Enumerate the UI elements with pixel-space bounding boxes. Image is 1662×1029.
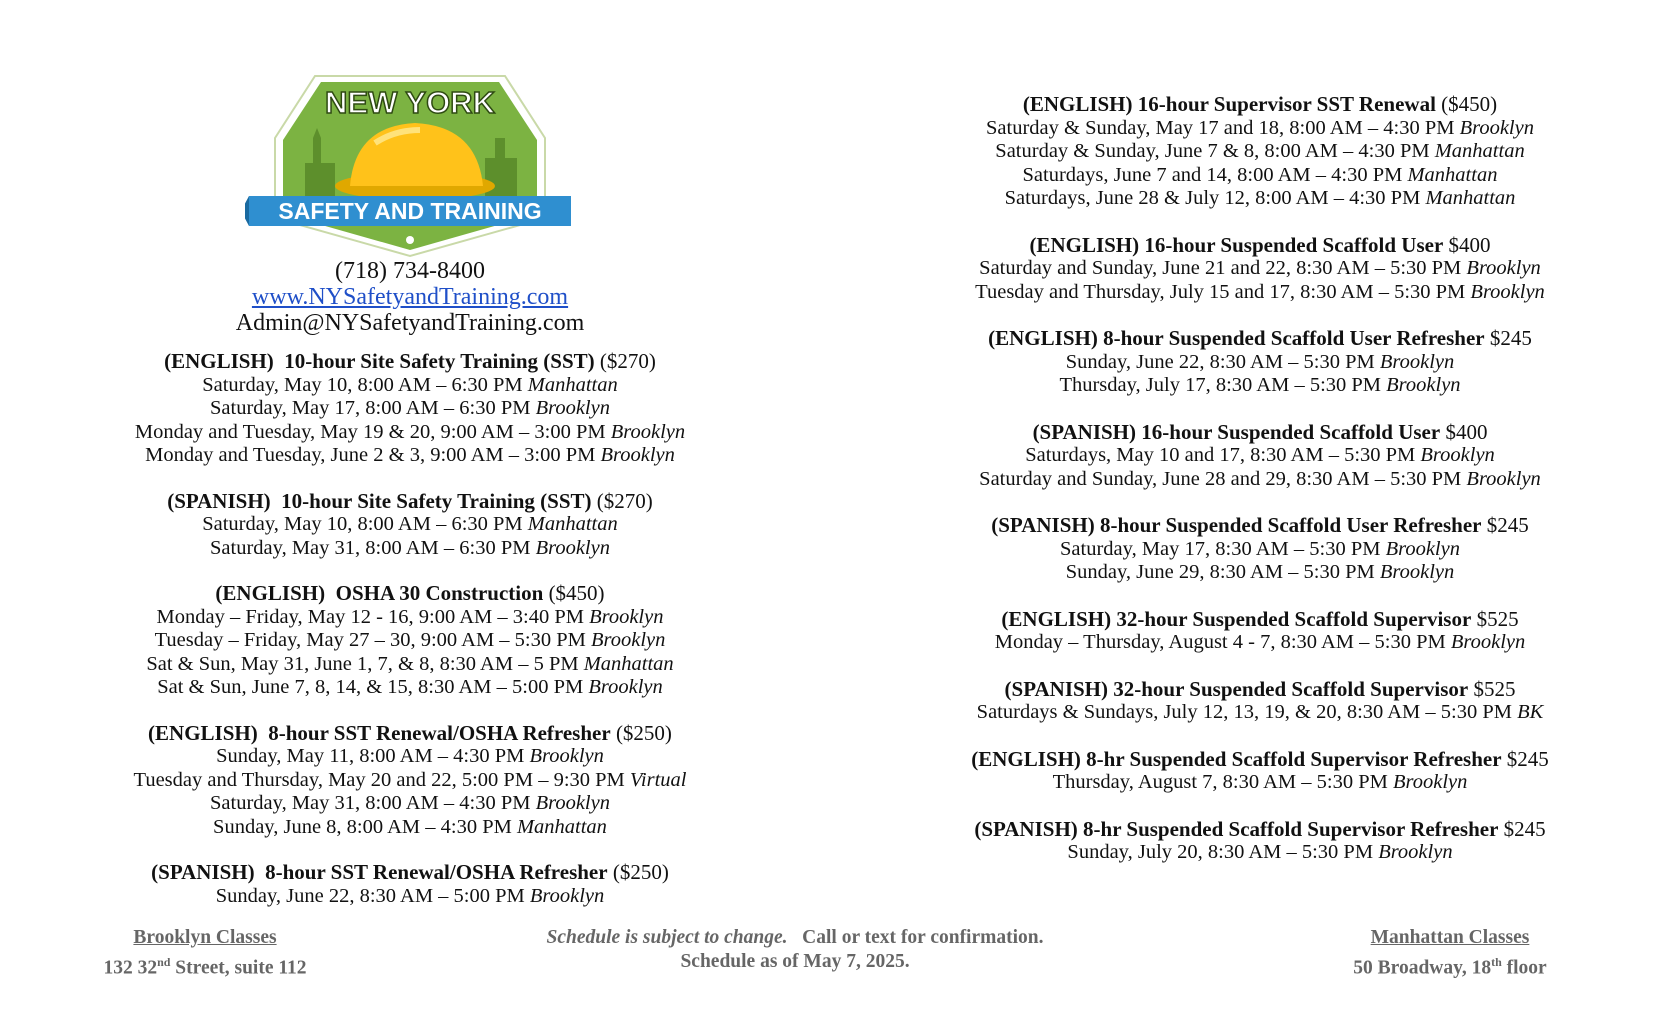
course-language: (SPANISH) bbox=[1032, 419, 1137, 444]
session-row bbox=[880, 468, 1640, 492]
session-time: Saturday, May 17, 8:00 AM – 6:30 PM bbox=[210, 397, 531, 419]
website-link[interactable]: www.NYSafetyandTraining.com bbox=[251, 284, 569, 310]
course-title: 32-hour Suspended Scaffold Supervisor bbox=[1113, 676, 1469, 701]
course-heading bbox=[880, 234, 1640, 258]
course-title: 8-hour SST Renewal/OSHA Refresher bbox=[268, 720, 611, 745]
session-location: Brooklyn bbox=[535, 792, 610, 814]
session-time: Saturday, May 10, 8:00 AM – 6:30 PM bbox=[202, 513, 523, 535]
course-price: $525 bbox=[1473, 676, 1516, 701]
course-language: (SPANISH) bbox=[151, 860, 255, 884]
notice-change: Schedule is subject to change. bbox=[546, 927, 788, 948]
course-language: (ENGLISH) bbox=[1001, 606, 1112, 631]
session-time: Saturday & Sunday, June 7 & 8, 8:00 AM – 4:30 PM bbox=[995, 140, 1430, 162]
course-language: (SPANISH) bbox=[974, 816, 1078, 841]
course-heading bbox=[880, 608, 1640, 632]
course-language: (ENGLISH) bbox=[148, 720, 258, 745]
course-title: 10-hour Site Safety Training (SST) bbox=[284, 349, 595, 373]
course-language: (ENGLISH) bbox=[1022, 92, 1133, 116]
session-row bbox=[40, 421, 780, 445]
session-row bbox=[40, 606, 780, 630]
session-row bbox=[880, 117, 1640, 141]
session-time: Sunday, July 20, 8:30 AM – 5:30 PM bbox=[1067, 841, 1374, 863]
session-time: Saturday, May 31, 8:00 AM – 6:30 PM bbox=[210, 536, 531, 559]
course-price: ($270) bbox=[599, 349, 656, 373]
course-section bbox=[880, 93, 1640, 211]
right-column bbox=[880, 93, 1640, 888]
schedule-notice bbox=[450, 926, 1140, 974]
course-language: (ENGLISH) bbox=[1029, 232, 1140, 257]
session-location: Brooklyn bbox=[589, 605, 664, 628]
course-heading bbox=[40, 490, 780, 514]
session-location: Manhattan bbox=[527, 373, 618, 396]
manhattan-address: 50 Broadway, 18th floor bbox=[1353, 955, 1547, 979]
session-time: Saturdays, June 7 and 14, 8:00 AM – 4:30 PM bbox=[1022, 163, 1403, 186]
session-row bbox=[40, 792, 780, 816]
course-section bbox=[880, 608, 1640, 655]
session-row bbox=[880, 561, 1640, 585]
session-row bbox=[40, 629, 780, 653]
session-location: Manhattan bbox=[583, 652, 674, 675]
session-row bbox=[880, 281, 1640, 305]
course-title: 8-hr Suspended Scaffold Supervisor Refresher bbox=[1086, 746, 1502, 771]
session-row bbox=[880, 444, 1640, 468]
course-price: $525 bbox=[1476, 606, 1519, 631]
session-row bbox=[40, 397, 780, 421]
session-location: Brooklyn bbox=[600, 444, 675, 466]
session-location: Manhattan bbox=[1434, 140, 1525, 162]
course-price: $245 bbox=[1506, 746, 1549, 771]
course-section bbox=[880, 678, 1640, 725]
email-address: Admin@NYSafetyandTraining.com bbox=[235, 310, 585, 336]
session-time: Saturdays & Sundays, July 12, 13, 19, & 20, 8:30 AM – 5:30 PM bbox=[976, 701, 1512, 723]
session-location: Brooklyn bbox=[1379, 350, 1455, 373]
left-course-list bbox=[40, 350, 780, 908]
session-row bbox=[40, 444, 780, 468]
session-location: Brooklyn bbox=[1378, 841, 1453, 863]
session-time: Saturday and Sunday, June 21 and 22, 8:30 AM – 5:30 PM bbox=[979, 257, 1462, 279]
session-time: Tuesday – Friday, May 27 – 30, 9:00 AM – 5:30 PM bbox=[154, 629, 586, 651]
course-title: 8-hour SST Renewal/OSHA Refresher bbox=[265, 860, 608, 884]
course-section bbox=[40, 490, 780, 561]
session-location: Brooklyn bbox=[1420, 444, 1495, 466]
course-heading bbox=[880, 678, 1640, 702]
session-time: Thursday, August 7, 8:30 AM – 5:30 PM bbox=[1052, 771, 1388, 793]
session-row bbox=[880, 631, 1640, 655]
session-location: Virtual bbox=[629, 768, 687, 791]
session-time: Saturday, May 17, 8:30 AM – 5:30 PM bbox=[1060, 537, 1381, 560]
session-row bbox=[880, 187, 1640, 211]
session-location: Brooklyn bbox=[1466, 257, 1541, 279]
course-title: 16-hour Suspended Scaffold User bbox=[1144, 232, 1444, 257]
course-section bbox=[40, 582, 780, 700]
session-row bbox=[40, 676, 780, 700]
session-location: Brooklyn bbox=[1450, 631, 1526, 653]
company-logo bbox=[245, 68, 575, 258]
course-heading bbox=[880, 748, 1640, 772]
session-row bbox=[40, 745, 780, 769]
course-price: $245 bbox=[1489, 326, 1532, 350]
session-location: Manhattan bbox=[527, 513, 618, 535]
session-time: Sunday, June 8, 8:00 AM – 4:30 PM bbox=[213, 815, 512, 838]
session-location: BK bbox=[1517, 701, 1544, 723]
manhattan-footer bbox=[1300, 926, 1600, 981]
session-row bbox=[40, 769, 780, 793]
course-title: 8-hour Suspended Scaffold User Refresher bbox=[1099, 513, 1482, 537]
brooklyn-classes-title: Brooklyn Classes bbox=[133, 927, 277, 948]
course-heading bbox=[880, 421, 1640, 445]
session-location: Brooklyn bbox=[1470, 280, 1545, 303]
session-time: Saturday and Sunday, June 28 and 29, 8:30 AM – 5:30 PM bbox=[979, 467, 1462, 490]
session-time: Saturday, May 31, 8:00 AM – 4:30 PM bbox=[210, 792, 531, 814]
session-location: Brooklyn bbox=[591, 629, 666, 651]
session-location: Brooklyn bbox=[1392, 771, 1468, 793]
brooklyn-footer bbox=[70, 926, 340, 981]
course-price: ($450) bbox=[548, 581, 605, 605]
session-time: Tuesday and Thursday, May 20 and 22, 5:00 PM – 9:30 PM bbox=[133, 768, 625, 791]
logo-subtitle-text: SAFETY AND TRAINING bbox=[278, 198, 542, 224]
course-section bbox=[880, 327, 1640, 398]
course-section bbox=[880, 748, 1640, 795]
session-location: Brooklyn bbox=[1385, 537, 1460, 560]
brooklyn-address: 132 32nd Street, suite 112 bbox=[103, 955, 307, 979]
course-section bbox=[880, 421, 1640, 492]
course-price: ($450) bbox=[1441, 92, 1498, 116]
session-location: Brooklyn bbox=[535, 397, 610, 419]
session-time: Saturday, May 10, 8:00 AM – 6:30 PM bbox=[202, 373, 523, 396]
session-location: Brooklyn bbox=[588, 676, 663, 698]
course-heading bbox=[880, 93, 1640, 117]
course-heading bbox=[40, 722, 780, 746]
course-language: (ENGLISH) bbox=[215, 581, 326, 605]
left-column bbox=[40, 0, 780, 930]
course-language: (ENGLISH) bbox=[971, 746, 1081, 771]
session-row bbox=[880, 164, 1640, 188]
session-row bbox=[40, 537, 780, 561]
session-time: Monday and Tuesday, June 2 & 3, 9:00 AM – 3:00 PM bbox=[145, 444, 596, 466]
course-title: 8-hour Suspended Scaffold User Refresher bbox=[1103, 326, 1485, 350]
session-row bbox=[40, 374, 780, 398]
session-time: Monday and Tuesday, May 19 & 20, 9:00 AM – 3:00 PM bbox=[134, 420, 606, 443]
course-title: 8-hr Suspended Scaffold Supervisor Refresher bbox=[1083, 816, 1499, 841]
right-course-list bbox=[880, 93, 1640, 865]
course-title: OSHA 30 Construction bbox=[335, 581, 544, 605]
course-language: (SPANISH) bbox=[991, 513, 1095, 537]
course-price: ($250) bbox=[612, 860, 669, 884]
session-time: Saturday & Sunday, May 17 and 18, 8:00 AM – 4:30 PM bbox=[986, 116, 1455, 139]
session-location: Manhattan bbox=[1425, 187, 1516, 209]
course-language: (SPANISH) bbox=[1004, 676, 1108, 701]
session-row bbox=[40, 653, 780, 677]
notice-call: Call or text for confirmation. bbox=[802, 927, 1044, 948]
course-heading bbox=[40, 350, 780, 374]
session-time: Sunday, June 29, 8:30 AM – 5:30 PM bbox=[1065, 561, 1375, 583]
course-language: (ENGLISH) bbox=[988, 326, 1098, 350]
session-location: Brooklyn bbox=[535, 536, 610, 559]
session-row bbox=[40, 513, 780, 537]
session-time: Monday – Friday, May 12 - 16, 9:00 AM – 3:40 PM bbox=[156, 605, 584, 628]
session-time: Sunday, May 11, 8:00 AM – 4:30 PM bbox=[216, 745, 525, 767]
course-title: 16-hour Suspended Scaffold User bbox=[1141, 419, 1441, 444]
session-row bbox=[880, 538, 1640, 562]
session-row bbox=[880, 257, 1640, 281]
course-heading bbox=[880, 818, 1640, 842]
course-title: 10-hour Site Safety Training (SST) bbox=[281, 488, 592, 513]
session-time: Sat & Sun, June 7, 8, 14, & 15, 8:30 AM – 5:00 PM bbox=[157, 676, 584, 698]
session-location: Brooklyn bbox=[1459, 116, 1534, 139]
session-row bbox=[40, 816, 780, 840]
session-time: Tuesday and Thursday, July 15 and 17, 8:30 AM – 5:30 PM bbox=[975, 280, 1466, 303]
course-price: $245 bbox=[1503, 816, 1546, 841]
session-location: Brooklyn bbox=[529, 884, 605, 907]
session-row bbox=[40, 885, 780, 909]
course-section bbox=[880, 234, 1640, 305]
course-heading bbox=[880, 514, 1640, 538]
session-location: Brooklyn bbox=[529, 745, 604, 767]
course-section bbox=[880, 514, 1640, 585]
course-heading bbox=[880, 327, 1640, 351]
session-location: Brooklyn bbox=[1386, 374, 1461, 396]
session-time: Sat & Sun, May 31, June 1, 7, & 8, 8:30 AM – 5 PM bbox=[146, 652, 579, 675]
course-section bbox=[40, 350, 780, 468]
course-price: $245 bbox=[1486, 513, 1529, 537]
phone-number: (718) 734-8400 bbox=[335, 258, 485, 284]
course-price: ($270) bbox=[596, 488, 653, 513]
session-time: Sunday, June 22, 8:30 AM – 5:00 PM bbox=[215, 884, 525, 907]
course-price: ($250) bbox=[615, 720, 672, 745]
course-title: 16-hour Supervisor SST Renewal bbox=[1137, 92, 1436, 116]
course-section bbox=[40, 861, 780, 908]
course-price: $400 bbox=[1448, 232, 1491, 257]
session-location: Brooklyn bbox=[1379, 561, 1455, 583]
session-time: Monday – Thursday, August 4 - 7, 8:30 AM – 5:30 PM bbox=[994, 631, 1446, 653]
session-row bbox=[880, 374, 1640, 398]
schedule-date: Schedule as of May 7, 2025. bbox=[680, 951, 910, 972]
session-row bbox=[880, 351, 1640, 375]
manhattan-classes-title: Manhattan Classes bbox=[1370, 927, 1530, 948]
session-location: Manhattan bbox=[516, 815, 607, 838]
session-location: Brooklyn bbox=[1466, 467, 1541, 490]
course-title: 32-hour Suspended Scaffold Supervisor bbox=[1116, 606, 1472, 631]
logo-title-text: NEW YORK bbox=[325, 85, 495, 120]
contact-block bbox=[40, 258, 780, 336]
course-heading bbox=[40, 861, 780, 885]
session-location: Brooklyn bbox=[610, 420, 686, 443]
course-language: (ENGLISH) bbox=[164, 349, 274, 373]
session-row bbox=[880, 701, 1640, 725]
session-time: Sunday, June 22, 8:30 AM – 5:30 PM bbox=[1065, 350, 1375, 373]
course-section bbox=[880, 818, 1640, 865]
course-price: $400 bbox=[1445, 419, 1488, 444]
session-location: Manhattan bbox=[1407, 163, 1498, 186]
session-time: Saturdays, May 10 and 17, 8:30 AM – 5:30 PM bbox=[1025, 444, 1416, 466]
session-time: Saturdays, June 28 & July 12, 8:00 AM – 4:30 PM bbox=[1004, 187, 1421, 209]
course-section bbox=[40, 722, 780, 840]
course-heading bbox=[40, 582, 780, 606]
session-time: Thursday, July 17, 8:30 AM – 5:30 PM bbox=[1059, 374, 1382, 396]
course-language: (SPANISH) bbox=[167, 488, 271, 513]
session-row bbox=[880, 771, 1640, 795]
session-row bbox=[880, 140, 1640, 164]
session-row bbox=[880, 841, 1640, 865]
